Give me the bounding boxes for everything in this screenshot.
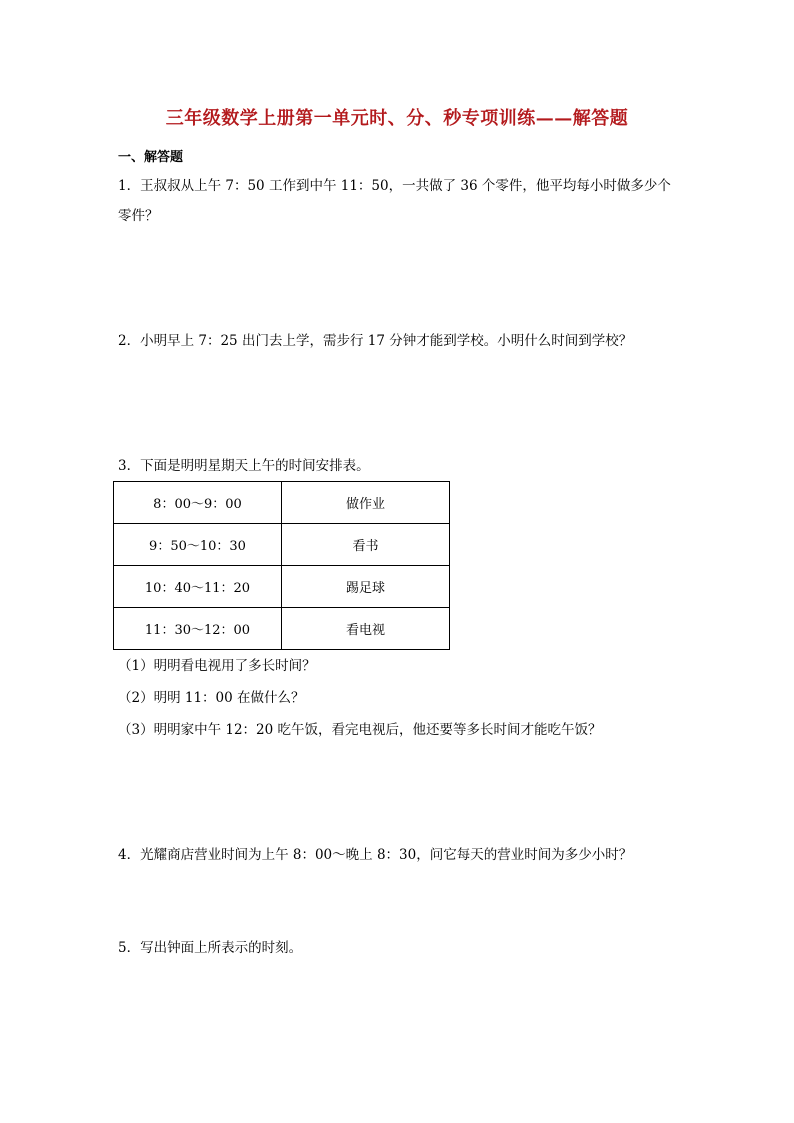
sub-question-3: （3）明明家中午 12：20 吃午饭，看完电视后，他还要等多长时间才能吃午饭？ xyxy=(118,722,602,738)
question-2: 2．小明早上 7：25 出门去上学，需步行 17 分钟才能到学校。小明什么时间到学校？ xyxy=(118,333,633,349)
question-4: 4．光耀商店营业时间为上午 8：00～晚上 8：30，问它每天的营业时间为多少小时？ xyxy=(118,847,633,863)
sub-question-2: （2）明明 11：00 在做什么？ xyxy=(118,690,305,706)
question-1-line-1: 1．王叔叔从上午 7：50 工作到中午 11：50，一共做了 36 个零件，他平均每小时做多少个 xyxy=(118,178,671,194)
table-row xyxy=(114,566,450,608)
table-row xyxy=(114,608,450,650)
activity-cell: 踢足球 xyxy=(282,566,450,608)
activity-cell: 做作业 xyxy=(282,482,450,524)
sub-question-1: （1）明明看电视用了多长时间？ xyxy=(118,658,316,674)
time-cell: 11：30～12：00 xyxy=(114,608,282,650)
table-row xyxy=(114,482,450,524)
question-3: 3．下面是明明星期天上午的时间安排表。 xyxy=(118,458,370,474)
activity-cell: 看电视 xyxy=(282,608,450,650)
time-cell: 8：00～9：00 xyxy=(114,482,282,524)
question-1-line-2: 零件？ xyxy=(118,208,159,224)
activity-cell: 看书 xyxy=(282,524,450,566)
section-heading: 一、解答题 xyxy=(118,150,184,165)
question-5: 5．写出钟面上所表示的时刻。 xyxy=(118,940,303,956)
question-1 xyxy=(118,171,678,231)
time-cell: 9：50～10：30 xyxy=(114,524,282,566)
page-title: 三年级数学上册第一单元时、分、秒专项训练——解答题 xyxy=(165,108,629,129)
schedule-table xyxy=(113,481,450,650)
time-cell: 10：40～11：20 xyxy=(114,566,282,608)
table-row xyxy=(114,524,450,566)
